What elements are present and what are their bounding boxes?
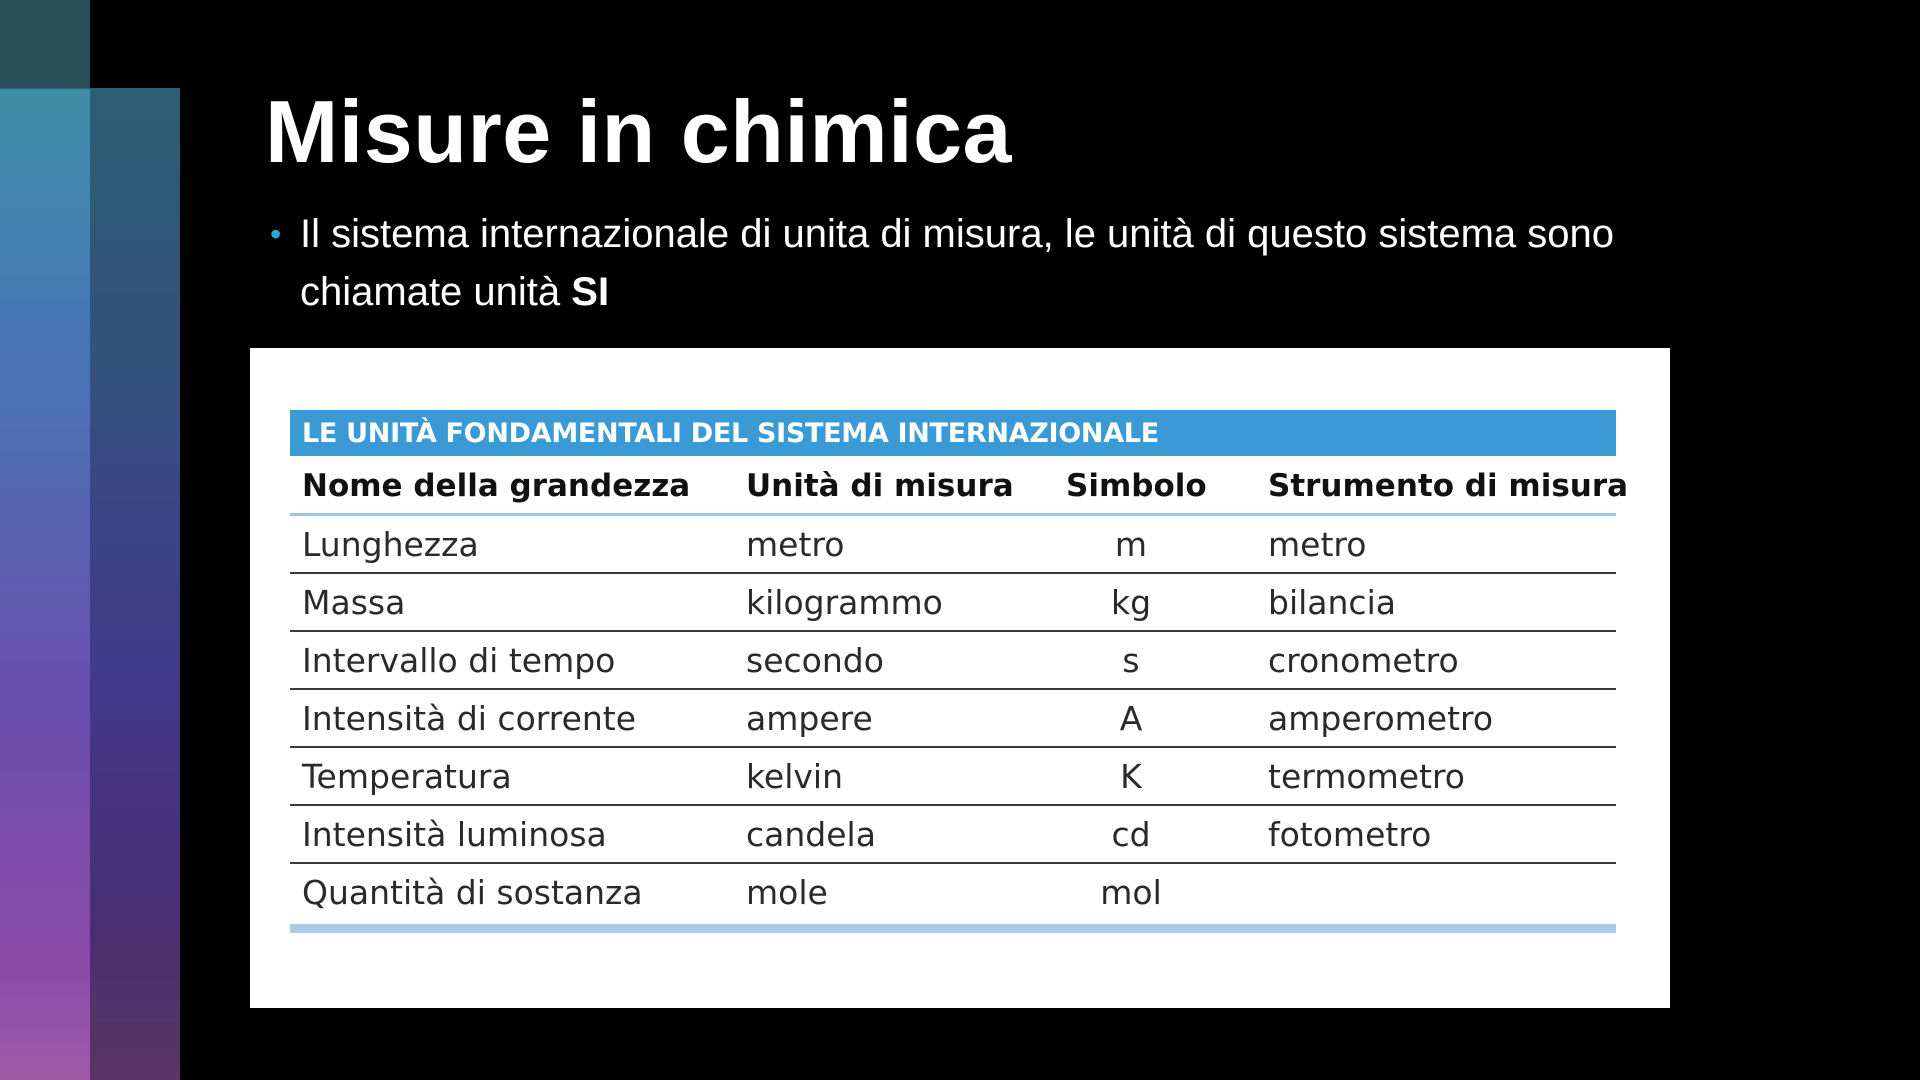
symbol-cell: kg <box>1110 583 1152 622</box>
bullet-text <box>300 205 1690 321</box>
quantity-name-cell: Massa <box>302 583 406 622</box>
symbol-cell: K <box>1120 757 1142 796</box>
quantity-name-cell: Intensità luminosa <box>302 815 607 854</box>
table-row <box>290 574 1616 632</box>
quantity-name-cell: Temperatura <box>302 757 512 796</box>
column-header: Strumento di misura <box>1268 468 1629 504</box>
quantity-name-cell: Intervallo di tempo <box>302 641 616 680</box>
table-row <box>290 516 1616 574</box>
table-row <box>290 806 1616 864</box>
column-header: Unità di misura <box>746 468 1014 504</box>
instrument-cell: metro <box>1268 525 1367 564</box>
si-units-table <box>290 410 1629 933</box>
decorative-bar-cap <box>0 0 90 88</box>
instrument-cell: cronometro <box>1268 641 1459 680</box>
unit-cell: metro <box>746 525 845 564</box>
column-header: Nome della grandezza <box>302 468 691 504</box>
symbol-cell: m <box>1114 525 1148 564</box>
instrument-cell: fotometro <box>1268 815 1432 854</box>
symbol-cell: mol <box>1100 873 1162 912</box>
unit-cell: ampere <box>746 699 873 738</box>
instrument-cell: termometro <box>1268 757 1465 796</box>
table-row <box>290 690 1616 748</box>
bullet-dot-icon: • <box>270 216 282 252</box>
unit-cell: mole <box>746 873 828 912</box>
quantity-name-cell: Lunghezza <box>302 525 479 564</box>
table-column-headers <box>290 456 1629 516</box>
unit-cell: kelvin <box>746 757 844 796</box>
bullet-point <box>270 205 1690 321</box>
table-row <box>290 748 1616 806</box>
instrument-cell: bilancia <box>1268 583 1396 622</box>
quantity-name-cell: Intensità di corrente <box>302 699 637 738</box>
slide-title: Misure in chimica <box>265 82 1012 181</box>
table-image-panel <box>250 348 1670 1008</box>
decorative-gradient-bar-outer <box>0 0 90 1080</box>
table-row <box>290 632 1616 690</box>
symbol-cell: s <box>1122 641 1140 680</box>
unit-cell: candela <box>746 815 876 854</box>
unit-cell: secondo <box>746 641 884 680</box>
symbol-cell: cd <box>1111 815 1151 854</box>
decorative-gradient-bar-inner <box>90 88 180 1080</box>
table-row <box>290 864 1616 922</box>
instrument-cell: amperometro <box>1268 699 1494 738</box>
bullet-text-plain: Il sistema internazionale di unita di misura, le unità di questo sistema sono chiamate unità <box>300 212 1615 314</box>
symbol-cell: A <box>1119 699 1143 738</box>
bullet-text-bold: SI <box>571 270 610 314</box>
quantity-name-cell: Quantità di sostanza <box>302 873 643 912</box>
table-bottom-rule <box>290 924 1616 933</box>
table-banner: LE UNITÀ FONDAMENTALI DEL SISTEMA INTERNAZIONALE <box>290 410 1616 456</box>
column-header: Simbolo <box>1066 468 1207 504</box>
unit-cell: kilogrammo <box>746 583 943 622</box>
